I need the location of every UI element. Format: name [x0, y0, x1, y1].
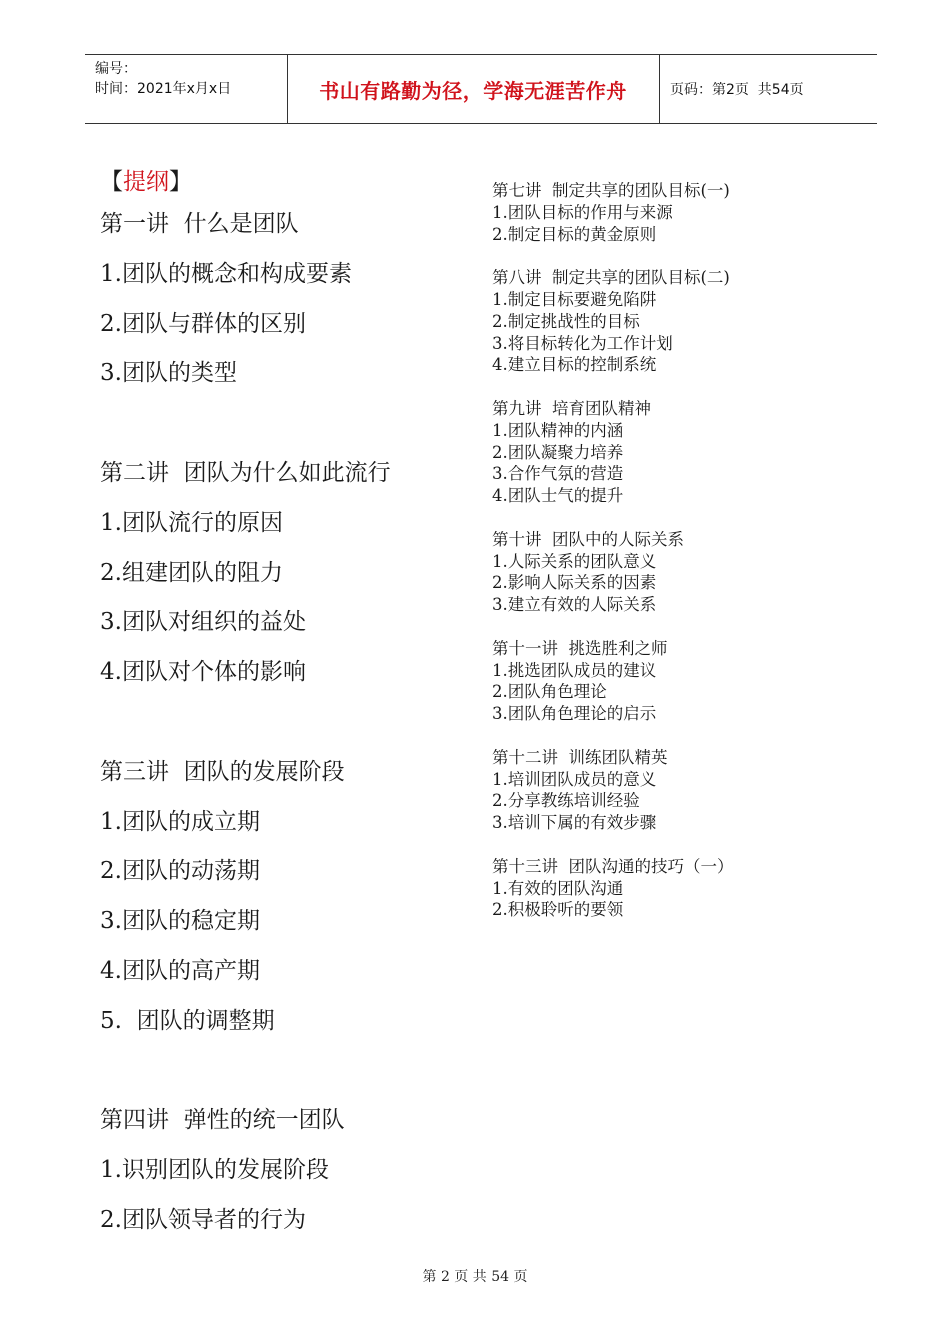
- lecture-heading: 第十三讲 团队沟通的技巧（一）: [492, 856, 734, 876]
- lecture-item: 4.团队的高产期: [100, 957, 260, 984]
- page-footer: 第 2 页 共 54 页: [422, 1269, 528, 1285]
- section-spacer: [492, 725, 734, 747]
- header-meta: [95, 59, 231, 99]
- lecture-item: 1.制定目标要避免陷阱: [492, 289, 657, 309]
- section-spacer: [492, 245, 734, 267]
- lecture-item: 1.有效的团队沟通: [492, 878, 624, 898]
- lecture-heading: 第七讲 制定共享的团队目标(一): [492, 181, 730, 200]
- outline-bracket-open: 【: [100, 169, 123, 195]
- lecture-item: 2.团队与群体的区别: [100, 310, 306, 337]
- lecture-item: 3.团队角色理论的启示: [492, 704, 657, 724]
- lecture-heading: 第十一讲 挑选胜利之师: [492, 638, 668, 658]
- lecture-item: 1.识别团队的发展阶段: [100, 1157, 329, 1184]
- lecture-item: 3.培训下属的有效步骤: [492, 813, 657, 833]
- section-spacer: [492, 616, 734, 638]
- section-spacer: [100, 1047, 391, 1097]
- lecture-heading: 第三讲 团队的发展阶段: [100, 758, 345, 785]
- lecture-heading: 第九讲 培育团队精神: [492, 398, 651, 418]
- lecture-item: 2.制定目标的黄金原则: [492, 224, 657, 244]
- header-motto: 书山有路勤为径，学海无涯苦作舟: [319, 78, 627, 103]
- lecture-item: 3.团队的稳定期: [100, 908, 260, 935]
- lecture-item: 2.组建团队的阻力: [100, 559, 283, 586]
- lecture-item: 2.团队凝聚力培养: [492, 442, 624, 462]
- header-page-number: 页码：第2页 共54页: [670, 82, 804, 98]
- lecture-item: 5. 团队的调整期: [100, 1007, 275, 1034]
- lecture-heading: 第一讲 什么是团队: [100, 211, 299, 237]
- lecture-item: 3.将目标转化为工作计划: [492, 333, 673, 353]
- lecture-heading: 第四讲 弹性的统一团队: [100, 1107, 345, 1134]
- lecture-item: 3.团队对组织的益处: [100, 609, 306, 636]
- lecture-item: 4.团队对个体的影响: [100, 659, 306, 686]
- lecture-item: 3.建立有效的人际关系: [492, 595, 657, 615]
- lecture-item: 1.培训团队成员的意义: [492, 769, 657, 789]
- section-spacer: [492, 834, 734, 856]
- document-date: 时间：2021年x月x日: [95, 81, 232, 97]
- lecture-item: 1.团队的成立期: [100, 808, 260, 835]
- outline-title: [100, 164, 391, 200]
- lecture-item: 1.团队精神的内涵: [492, 420, 624, 440]
- lecture-item: 2.积极聆听的要领: [492, 900, 624, 920]
- lecture-heading: 第二讲 团队为什么如此流行: [100, 459, 391, 486]
- lecture-item: 1.团队目标的作用与来源: [492, 202, 673, 222]
- lecture-item: 2.团队角色理论: [492, 682, 607, 702]
- lecture-item: 1.挑选团队成员的建议: [492, 660, 657, 680]
- outline-left-column: [100, 164, 391, 1246]
- lecture-item: 3.团队的类型: [100, 360, 237, 387]
- page-header: [85, 54, 877, 124]
- document-number-label: 编号：: [95, 61, 137, 77]
- lecture-item: 2.制定挑战性的目标: [492, 311, 640, 331]
- header-divider-right: [659, 55, 660, 123]
- lecture-heading: 第十二讲 训练团队精英: [492, 747, 668, 767]
- lecture-item: 2.团队的动荡期: [100, 858, 260, 885]
- section-spacer: [492, 507, 734, 529]
- lecture-item: 1.团队流行的原因: [100, 509, 283, 536]
- lecture-item: 2.团队领导者的行为: [100, 1206, 306, 1233]
- lecture-heading: 第十讲 团队中的人际关系: [492, 529, 684, 549]
- lecture-heading: 第八讲 制定共享的团队目标(二): [492, 268, 730, 288]
- lecture-item: 2.影响人际关系的因素: [492, 573, 657, 593]
- lecture-item: 1.人际关系的团队意义: [492, 551, 657, 571]
- section-spacer: [100, 698, 391, 748]
- lecture-item: 3.合作气氛的营造: [492, 464, 624, 484]
- lecture-item: 1.团队的概念和构成要素: [100, 260, 352, 287]
- section-spacer: [100, 399, 391, 449]
- lecture-item: 4.团队士气的提升: [492, 486, 624, 506]
- outline-title-text: 提纲: [123, 169, 169, 195]
- lecture-item: 2.分享教练培训经验: [492, 791, 640, 811]
- section-spacer: [492, 376, 734, 398]
- lecture-item: 4.建立目标的控制系统: [492, 355, 657, 375]
- outline-bracket-close: 】: [169, 169, 192, 195]
- outline-right-column: [492, 180, 734, 921]
